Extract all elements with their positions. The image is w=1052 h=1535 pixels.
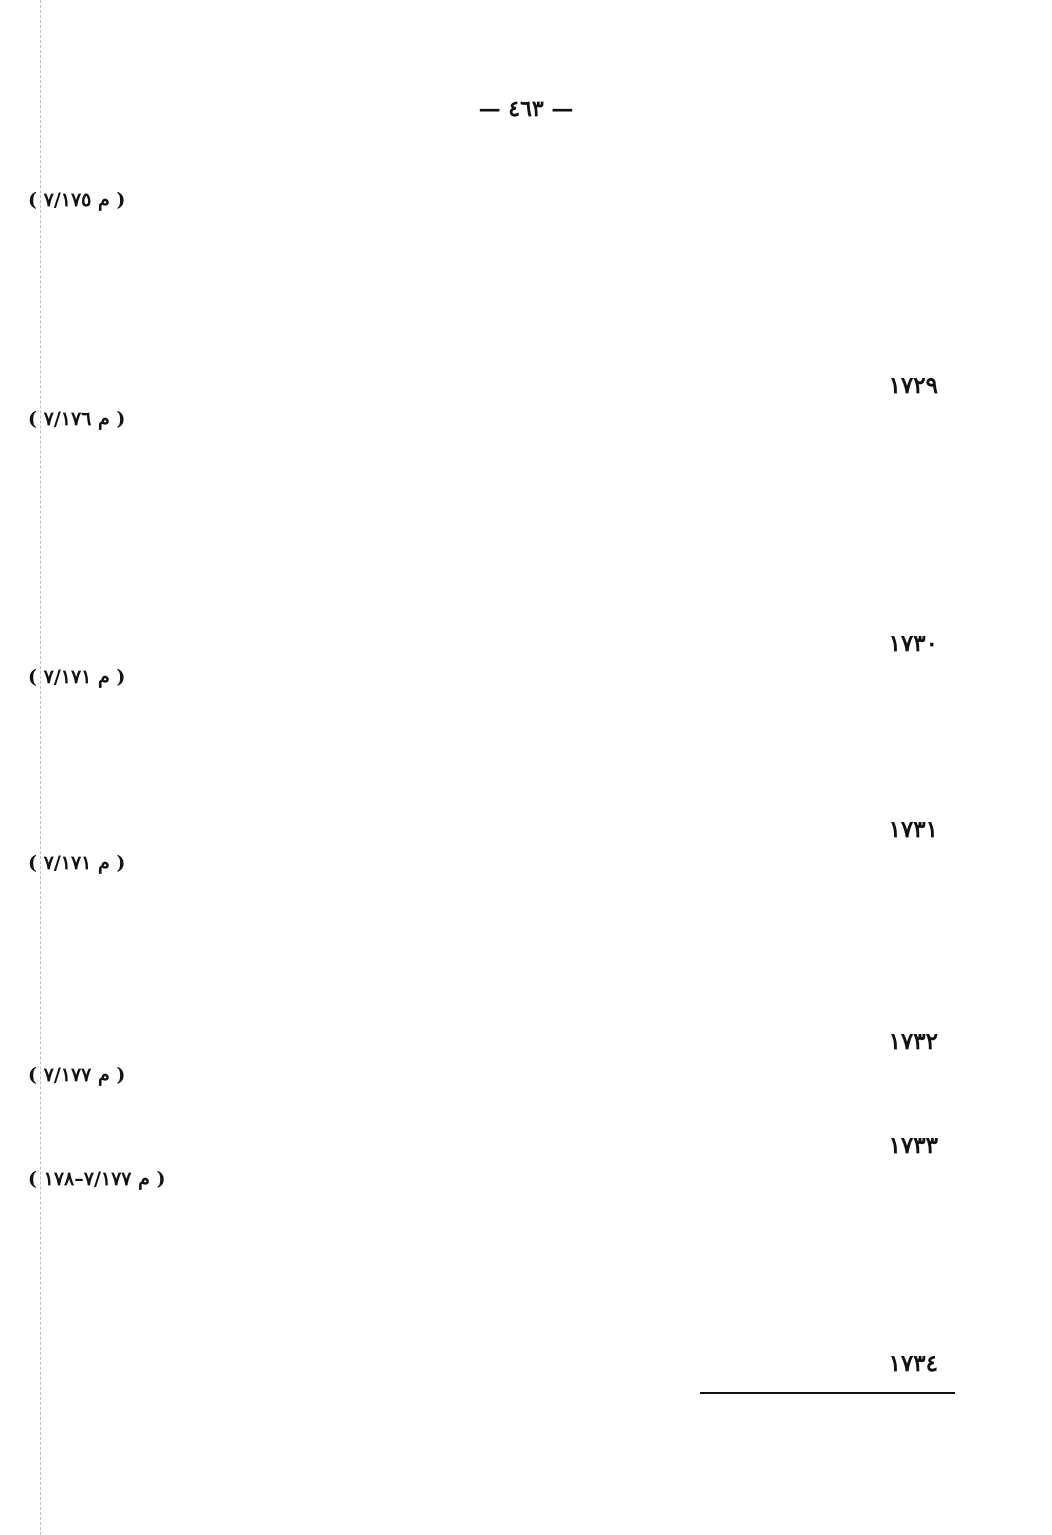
hadith-paragraph xyxy=(28,1024,938,1060)
hadith-number: ١٧٣١ xyxy=(888,816,938,843)
hadith-block xyxy=(28,812,938,878)
section-heading xyxy=(0,570,1052,600)
hadith-paragraph xyxy=(28,368,938,404)
footnotes xyxy=(300,1406,955,1430)
reference: ( م ٧/١٧١ ) xyxy=(28,666,126,688)
reference: ( م ٧/١٧٧–١٧٨ ) xyxy=(28,1168,166,1190)
intro-block xyxy=(28,150,938,215)
hadith-paragraph xyxy=(28,812,938,848)
reference: ( م ٧/١٧٦ ) xyxy=(28,408,126,430)
hadith-paragraph xyxy=(28,1346,938,1382)
hadith-number: ١٧٣٤ xyxy=(888,1350,938,1377)
hadith-number: ١٧٢٩ xyxy=(888,372,938,399)
hadith-block xyxy=(28,368,938,434)
hadith-number: ١٧٣٢ xyxy=(888,1028,938,1055)
reference: ( م ٧/١٧٧ ) xyxy=(28,1064,126,1086)
section-heading xyxy=(0,968,1052,998)
intro-text xyxy=(28,150,938,185)
section-heading xyxy=(0,312,1052,342)
footnote-divider xyxy=(700,1392,955,1394)
hadith-paragraph xyxy=(28,626,938,662)
hadith-block xyxy=(28,1024,938,1090)
section-heading xyxy=(0,1290,1052,1320)
hadith-block xyxy=(28,626,938,692)
hadith-number: ١٧٣٣ xyxy=(888,1132,938,1159)
hadith-block xyxy=(28,1128,938,1194)
hadith-block xyxy=(28,1346,938,1382)
hadith-number: ١٧٣٠ xyxy=(888,630,938,657)
page-number: — ٤٦٣ — xyxy=(478,96,574,122)
reference: ( م ٧/١٧١ ) xyxy=(28,852,126,874)
reference: ( م ٧/١٧٥ ) xyxy=(28,189,126,211)
hadith-paragraph xyxy=(28,1128,938,1164)
